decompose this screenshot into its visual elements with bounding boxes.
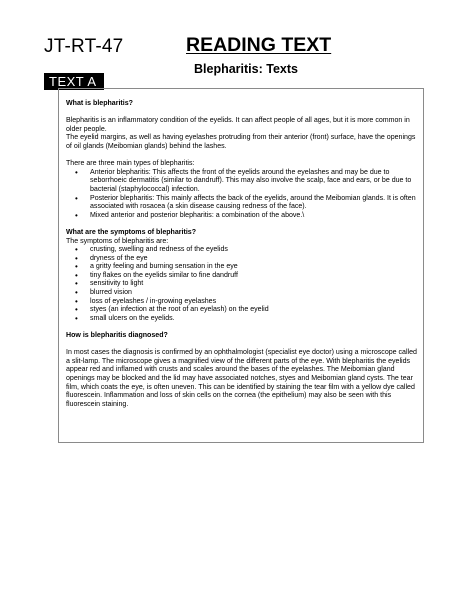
question-heading-what-is: What is blepharitis?	[66, 100, 133, 107]
list-item: • blurred vision	[66, 289, 422, 298]
page-subtitle: Blepharitis: Texts	[194, 62, 298, 76]
list-item: • Posterior blepharitis: This mainly affects the back of the eyelids, around the Meibomian glands. It is often associated with rosacea (a skin disease causing redness of the face).	[66, 195, 422, 212]
list-item: • Anterior blepharitis: This affects the front of the eyelids around the eyelashes and may be due to seborrhoeic dermatitis (similar to dandruff). This may also involve the scalp, face and ears, or be due to bacterial (staphylococcal) infection.	[66, 169, 422, 195]
section-label: TEXT A	[44, 73, 104, 90]
types-intro: There are three main types of blepharitis:	[66, 160, 195, 168]
list-item: • tiny flakes on the eyelids similar to fine dandruff	[66, 272, 422, 281]
page-title: READING TEXT	[186, 34, 332, 56]
list-item: • loss of eyelashes / in-growing eyelashes	[66, 298, 422, 307]
list-item: • small ulcers on the eyelids.	[66, 315, 422, 324]
question-heading-symptoms: What are the symptoms of blepharitis?	[66, 228, 196, 236]
question-heading-diagnosis: How is blepharitis diagnosed?	[66, 332, 168, 340]
types-list	[66, 169, 422, 221]
paragraph: The eyelid margins, as well as having eyelashes protruding from their anterior (front) surface, have the openings of oil glands (Meibomian glands) behind the lashes.	[66, 134, 416, 150]
list-item: • crusting, swelling and redness of the eyelids	[66, 246, 422, 255]
text-content	[66, 100, 422, 409]
list-item: • styes (an infection at the root of an eyelash) on the eyelid	[66, 306, 422, 315]
symptoms-list	[66, 246, 422, 323]
paragraph: Blepharitis is an inflammatory condition of the eyelids. It can affect people of all ages, but it is more common in older people.	[66, 117, 410, 133]
list-item: • Mixed anterior and posterior blepharitis: a combination of the above.\	[66, 212, 422, 221]
list-item: • dryness of the eye	[66, 255, 422, 264]
symptoms-intro: The symptoms of blepharitis are:	[66, 237, 169, 245]
document-code: JT-RT-47	[44, 36, 124, 57]
list-item: • a gritty feeling and burning sensation in the eye	[66, 263, 422, 272]
list-item: • sensitivity to light	[66, 280, 422, 289]
paragraph: In most cases the diagnosis is confirmed by an ophthalmologist (specialist eye doctor) using a microscope called a slit-lamp. The microscope gives a magnified view of the different parts of the eye. With blepharitis the eyelids appear red and inflamed with crusts and scales around the bases of the eyelashes. The Meibomian gland openings may be blocked and the lid may have associated notches, styes and Meibomian gland cysts. The tear film, which coats the eye, is often uneven. This can be identified by staining the tear film with a yellow dye called fluorescein. Inflammation and loss of skin cells on the cornea (the epithelium) may also be seen with this fluorescein staining.	[66, 349, 417, 408]
